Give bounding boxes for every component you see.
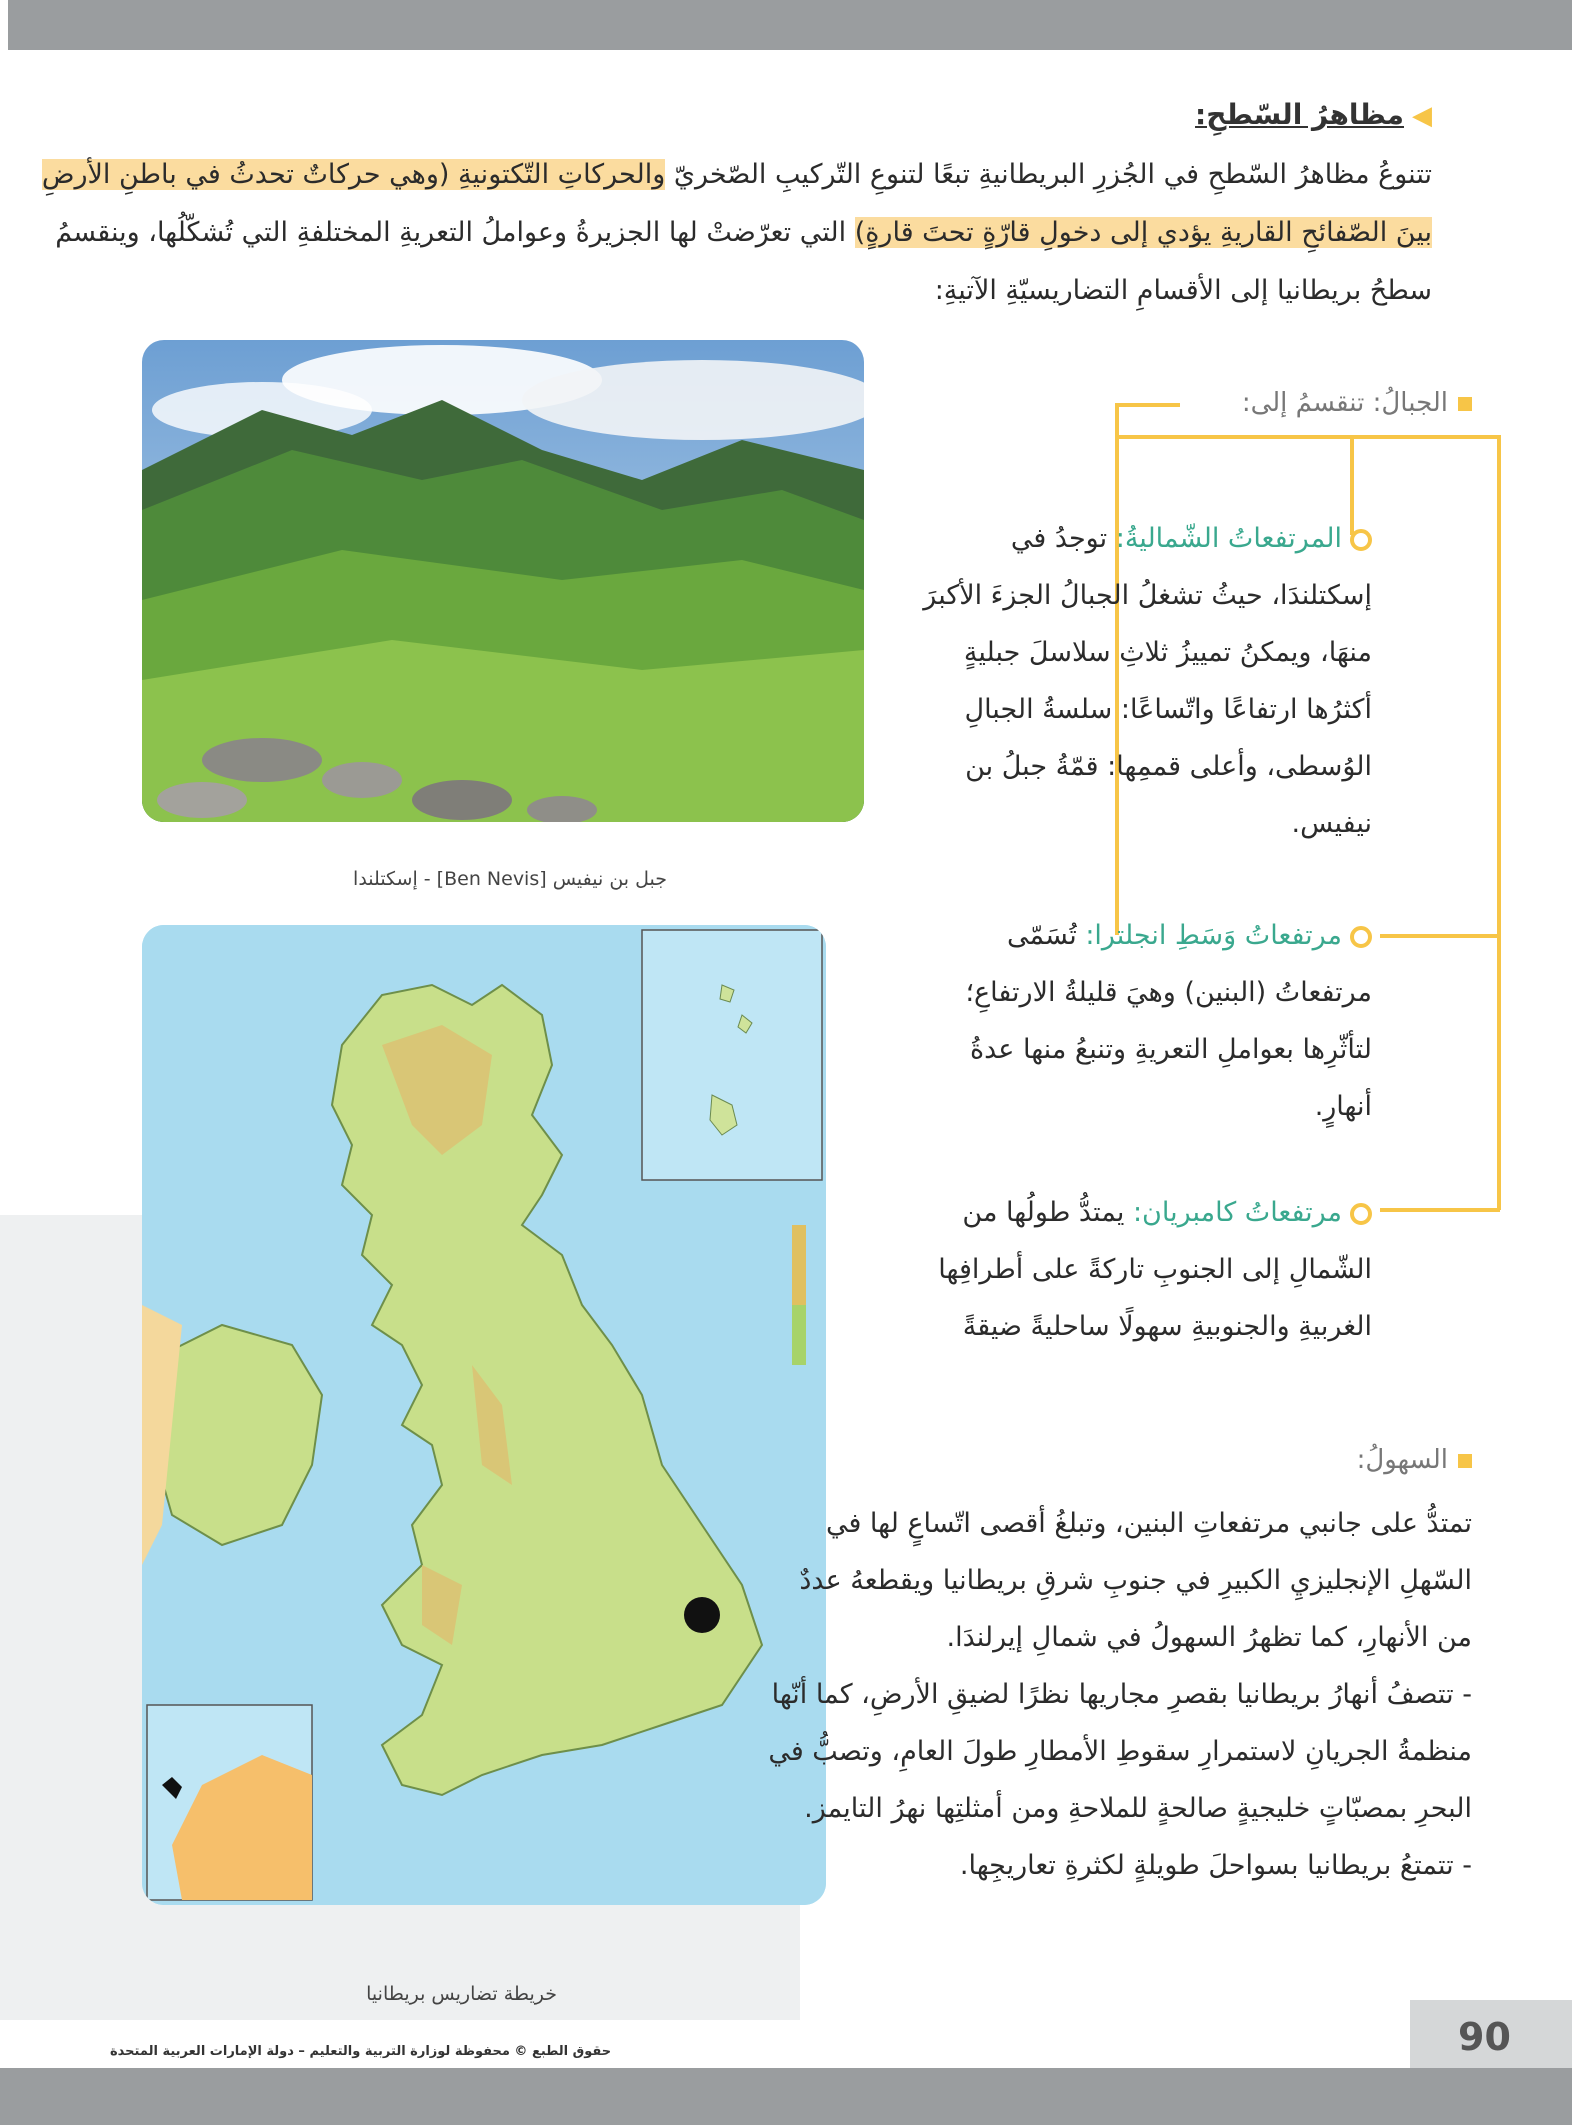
- intro-paragraph: [12, 146, 1432, 320]
- map-image: [142, 925, 826, 1905]
- bottom-bar: [0, 2068, 1572, 2125]
- mountains-heading: [1242, 388, 1472, 418]
- circle-bullet-icon: [1350, 529, 1372, 551]
- section-title: [1195, 98, 1432, 131]
- top-bar: [8, 0, 1572, 50]
- circle-bullet-icon: [1350, 1203, 1372, 1225]
- mountain-item-pennines: [917, 907, 1372, 1135]
- connector-line: [1115, 403, 1180, 407]
- mountain-item-north: [917, 510, 1372, 852]
- connector-line: [1497, 435, 1501, 1210]
- item-text: توجدُ في إسكتلندَا، حيثُ تشغلُ الجبالُ الجزءَ الأكبرَ منهَا، ويمكنُ تمييزُ ثلاثِ سلاسلَ جبليةٍ أكثرُها ارتفاعًا واتّساعًا: سلسةُ الجبالِ الوُسطى، وأعلى قممِها: قمّةُ جبلُ بن نيفيس.: [923, 523, 1372, 839]
- connector-line: [1380, 1208, 1500, 1212]
- plains-text-3: - تتمتعُ بريطانيا بسواحلَ طويلةٍ لكثرةِ تعاريجِها.: [959, 1850, 1472, 1881]
- copyright-text: حقوق الطبع © محفوظة لوزارة التربية والتعليم – دولة الإمارات العربية المتحدة: [110, 2044, 612, 2059]
- mountain-item-cambrian: [917, 1184, 1372, 1355]
- intro-highlight: والحركاتِ التّكتونيةِ (وهي حركاتٌ تحدثُ في باطنِ الأرضِ بينَ الصّفائحِ القاريةِ يؤدي إلى دخولِ قارّةٍ تحتَ قارةٍ): [41, 159, 1432, 248]
- plains-heading: [1357, 1445, 1472, 1475]
- section-title-text: مظاهرُ السّطحِ:: [1195, 98, 1404, 131]
- page-number: 90: [1458, 2015, 1511, 2059]
- plains-paragraph: [767, 1495, 1472, 1894]
- britain-relief-map: [142, 925, 826, 1905]
- plains-heading-text: السهولُ:: [1356, 1445, 1448, 1475]
- connector-line: [1115, 403, 1119, 437]
- item-text: تُسَمّى مرتفعاتُ (البنين) وهيَ قليلةُ الارتفاعِ؛ لتأثّرِها بعواملِ التعريةِ وتنبعُ منها عدةُ أنهارٍ.: [965, 920, 1372, 1122]
- square-bullet-icon: [1458, 397, 1472, 411]
- item-text: يمتدُّ طولُها من الشّمالِ إلى الجنوبِ تاركةً على أطرافِها الغربيةِ والجنوبيةِ سهولًا ساحليةً ضيقةً: [938, 1197, 1372, 1342]
- plains-text-1: تمتدُّ على جانبي مرتفعاتِ البنين، وتبلغُ أقصى اتّساعٍ لها في السّهلِ الإنجليزيِ الكبيرِ في جنوبِ شرقِ بريطانيا ويقطعهُ عددٌ من الأنهارِ، كما تظهرُ السهولُ في شمالِ إيرلندَا.: [799, 1508, 1472, 1653]
- connector-line: [1380, 934, 1500, 938]
- plains-text-2: - تتصفُ أنهارُ بريطانيا بقصرِ مجاريها نظرًا لضيقِ الأرضِ، كما أنّها منظمةُ الجريانِ لاستمرارِ سقوطِ الأمطارِ طولَ العامِ، وتصبُّ في البحرِ بمصبّاتٍ خليجيةٍ صالحةٍ للملاحةِ ومن أمثلتِها نهرُ التايمز.: [768, 1679, 1472, 1824]
- item-label: مرتفعاتُ كامبريان:: [1132, 1197, 1342, 1228]
- mountains-heading-text: الجبالُ: تنقسمُ إلى:: [1241, 388, 1448, 418]
- circle-bullet-icon: [1350, 926, 1372, 948]
- ben-nevis-photo: [142, 340, 864, 822]
- item-label: المرتفعاتُ الشّماليةُ:: [1115, 523, 1342, 554]
- map-caption: خريطة تضاريس بريطانيا: [366, 1983, 557, 2005]
- intro-text-2: التي تعرّضتْ لها الجزيرةُ وعواملُ التعريةِ المختلفةِ التي تُشكّلُها، وينقسمُ سطحُ بريطانيا إلى الأقسامِ التضاريسيّةِ الآتيةِ:: [55, 217, 1432, 306]
- arrow-icon: ◀: [1412, 101, 1432, 131]
- square-bullet-icon: [1458, 1454, 1472, 1468]
- photo-caption: جبل بن نيفيس [Ben Nevis] - إسكتلندا: [353, 868, 667, 890]
- connector-line: [1115, 435, 1501, 439]
- intro-text-1: تتنوعُ مظاهرُ السّطحِ في الجُزرِ البريطانيةِ تبعًا لتنوعِ التّركيبِ الصّخريّ: [665, 159, 1432, 190]
- mountain-landscape-image: [142, 340, 864, 822]
- item-label: مرتفعاتُ وَسَطِ انجلترا:: [1085, 920, 1342, 951]
